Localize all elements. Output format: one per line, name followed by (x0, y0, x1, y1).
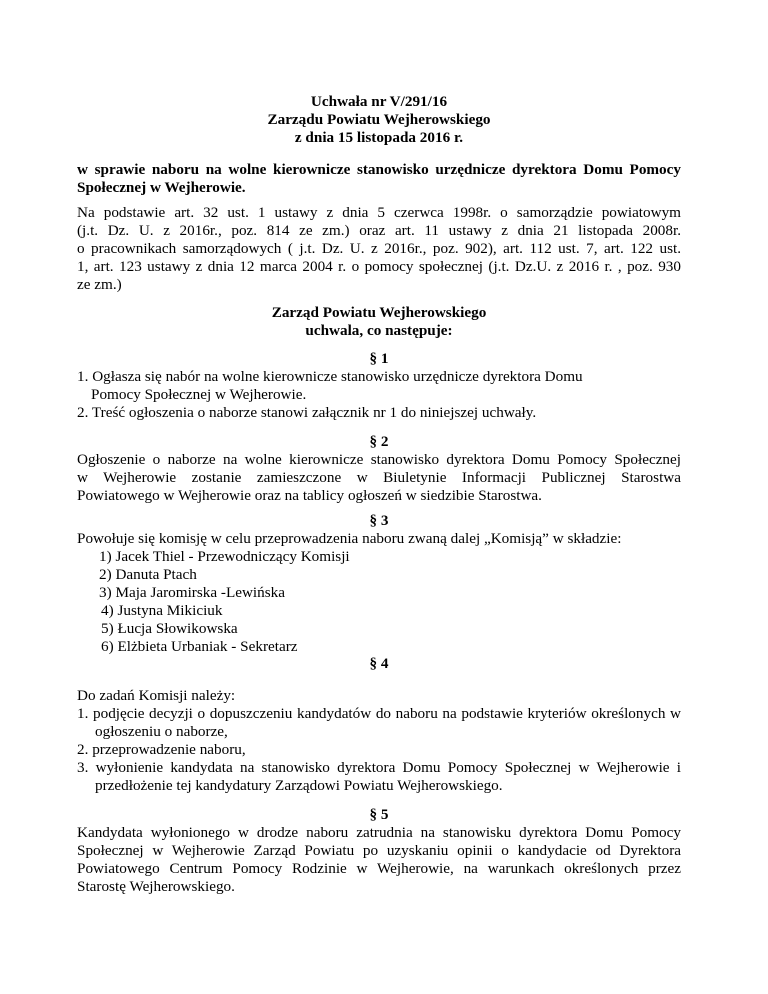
section-2-line: w Wejherowie zostanie zamieszczone w Biuletynie Informacji Publicznej Starostwa (77, 469, 681, 486)
section-4-item-1: 1. podjęcie decyzji o dopuszczeniu kandydatów do naboru na podstawie kryteriów określonych w ogłoszeniu o naborze, (77, 705, 681, 740)
section-5 (77, 806, 681, 896)
resolves-line-1: Zarząd Powiatu Wejherowskiego (271, 304, 487, 321)
section-5-line: Powiatowego Centrum Pomocy Rodzinie w Wejherowie, na warunkach określonych przez (77, 860, 681, 877)
commission-member: 2) Danuta Ptach (99, 566, 197, 583)
legal-basis-line: o pracownikach samorządowych ( j.t. Dz. U. z 2016r., poz. 902), art. 112 ust. 7, art. 122 ust. (77, 240, 681, 257)
section-1-item-2: 2. Treść ogłoszenia o naborze stanowi załącznik nr 1 do niniejszej uchwały. (77, 404, 537, 421)
section-2-line: Ogłoszenie o naborze na wolne kierownicze stanowisko dyrektora Domu Pomocy Społecznej (77, 451, 681, 468)
resolution-header (77, 93, 681, 147)
section-1 (77, 350, 681, 422)
legal-basis-line: 1, art. 123 ustawy z dnia 12 marca 2004 r. o pomocy społecznej (j.t. Dz.U. z 2016 r. , poz. 930 (77, 258, 681, 275)
section-3-intro: Powołuje się komisję w celu przeprowadzenia naboru zwaną dalej „Komisją” w składzie: (77, 530, 622, 547)
commission-member: 4) Justyna Mikiciuk (101, 602, 223, 619)
section-5-line: Społecznej w Wejherowie Zarząd Powiatu po uzyskaniu opinii o kandydacie od Dyrektora (77, 842, 681, 859)
section-1-label: § 1 (369, 350, 389, 367)
section-4 (77, 655, 681, 795)
commission-member: 5) Łucja Słowikowska (101, 620, 238, 637)
section-4-intro: Do zadań Komisji należy: (77, 687, 236, 704)
section-5-label: § 5 (369, 806, 389, 823)
section-3-label: § 3 (369, 512, 389, 529)
resolution-subject: w sprawie naboru na wolne kierownicze stanowisko urzędnicze dyrektora Domu Pomocy Społecznej w Wejherowie. (77, 161, 681, 196)
section-2 (77, 433, 681, 505)
section-3 (77, 512, 681, 656)
section-2-label: § 2 (369, 433, 389, 450)
section-4-label: § 4 (369, 655, 389, 672)
legal-basis-line: (j.t. Dz. U. z 2016r., poz. 814 ze zm.) oraz art. 11 ustawy z dnia 21 listopada 2008r. (77, 222, 681, 239)
resolves-line-2: uchwala, co następuje: (305, 322, 453, 339)
section-4-spacer (77, 673, 681, 687)
commission-member: 6) Elżbieta Urbaniak - Sekretarz (101, 638, 298, 655)
section-4-item-3: 3. wyłonienie kandydata na stanowisko dyrektora Domu Pomocy Społecznej w Wejherowie i przedłożenie tej kandydatury Zarządowi Powiatu Wejherowskiego. (77, 759, 681, 794)
commission-member: 1) Jacek Thiel - Przewodniczący Komisji (99, 548, 350, 565)
section-2-line: Powiatowego w Wejherowie oraz na tablicy ogłoszeń w siedzibie Starostwa. (77, 487, 542, 504)
legal-basis-line: Na podstawie art. 32 ust. 1 ustawy z dnia 5 czerwca 1998r. o samorządzie powiatowym (77, 204, 681, 221)
commission-member: 3) Maja Jaromirska -Lewińska (99, 584, 285, 601)
resolves-clause (77, 304, 681, 340)
section-1-item-1: 1. Ogłasza się nabór na wolne kierownicze stanowisko urzędnicze dyrektora Domu (77, 368, 583, 385)
legal-basis (77, 204, 681, 294)
section-4-item-2: 2. przeprowadzenie naboru, (77, 741, 246, 758)
resolution-body: Zarządu Powiatu Wejherowskiego (267, 111, 491, 128)
resolution-title: Uchwała nr V/291/16 (310, 93, 448, 110)
legal-basis-line: ze zm.) (77, 276, 122, 293)
resolution-date: z dnia 15 listopada 2016 r. (294, 129, 464, 146)
section-5-line: Kandydata wyłonionego w drodze naboru zatrudnia na stanowisku dyrektora Domu Pomocy (77, 824, 681, 841)
section-1-item-1-cont: Pomocy Społecznej w Wejherowie. (91, 386, 307, 403)
section-5-line: Starostę Wejherowskiego. (77, 878, 235, 895)
